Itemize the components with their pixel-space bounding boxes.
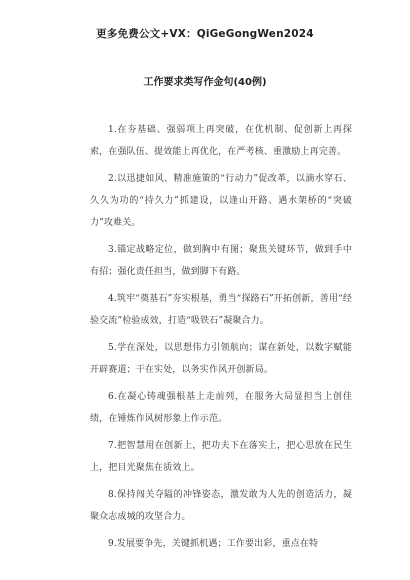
list-item: 5.学在深处，以思想伟力引领航向；谋在新处，以数字赋能开辟赛道；干在实处，以务实作风开创新局。 (90, 343, 352, 375)
list-item: 2.以迅捷如风、精准施策的“行动力”促改革，以滴水穿石、久久为功的“持久力”抓建设，以逢山开路、遇水架桥的“突破力”攻难关。 (90, 174, 352, 228)
item-list (90, 119, 352, 560)
document-title: 工作要求类写作金句(40例) (143, 77, 267, 88)
list-item: 8.保持闯关夺隘的冲锋姿态，激发敢为人先的创造活力，凝聚众志成城的攻坚合力。 (90, 490, 352, 522)
list-item: 4.筑牢“奠基石”夯实根基，勇当“探路石”开拓创新，善用“经验交流”检验成效，打造“吸铁石”凝聚合力。 (90, 294, 352, 326)
list-item: 1.在夯基础、强弱项上再突破，在优机制、促创新上再探索，在强队伍、提效能上再优化，在严考核、重激励上再完善。 (90, 125, 352, 157)
list-item: 9.发展要争先，关键抓机遇；工作要出彩，重点在特 (108, 539, 319, 549)
list-item: 3.锚定战略定位，做到胸中有图；聚焦关键环节，做到手中有招；强化责任担当，做到脚下有路。 (90, 245, 352, 277)
list-item: 6.在凝心铸魂强根基上走前列，在服务大局显担当上创佳绩，在锤炼作风树形象上作示范。 (90, 392, 352, 424)
header-watermark: 更多免费公文+VX：QiGeGongWen2024 (96, 28, 314, 40)
list-item: 7.把智慧用在创新上，把功夫下在落实上，把心思放在民生上，把目光聚焦在质效上。 (90, 441, 352, 473)
